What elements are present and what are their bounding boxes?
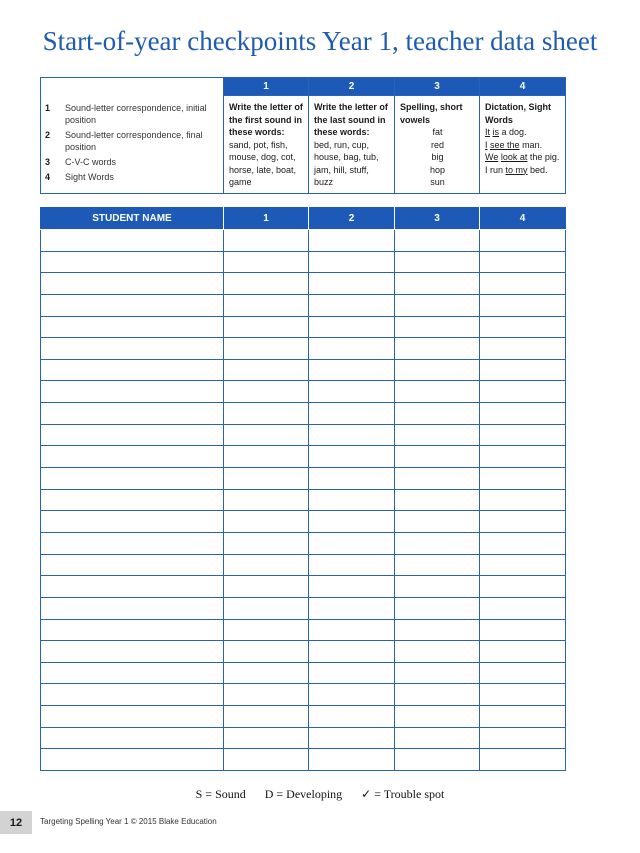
sight-word: I xyxy=(485,139,488,150)
key-developing: D = Developing xyxy=(264,787,343,801)
checkpoint-4-result-cell[interactable] xyxy=(480,446,566,468)
checkpoint-3-result-cell[interactable] xyxy=(395,489,480,511)
checkpoint-2-result-cell[interactable] xyxy=(309,403,395,425)
checkpoint-1-result-cell[interactable] xyxy=(224,727,309,749)
checkpoint-4-result-cell[interactable] xyxy=(480,749,566,771)
student-row xyxy=(41,749,566,771)
legend-text: Sound-letter correspondence, final position xyxy=(65,129,203,152)
checkpoint-1-result-cell[interactable] xyxy=(224,662,309,684)
spelling-word: hop xyxy=(429,164,446,175)
checkpoint-4-result-cell[interactable] xyxy=(480,316,566,338)
spelling-word: fat xyxy=(432,127,443,137)
checkpoint-2-result-cell[interactable] xyxy=(309,641,395,663)
checkpoint-2-result-cell[interactable] xyxy=(309,597,395,619)
checkpoint-4-result-cell[interactable] xyxy=(480,597,566,619)
student-row xyxy=(41,424,566,446)
checkpoint-2-result-cell[interactable] xyxy=(309,316,395,338)
student-name-cell[interactable] xyxy=(41,424,224,446)
checkpoint-2-result-cell[interactable] xyxy=(309,511,395,533)
checkpoint-1-result-cell[interactable] xyxy=(224,597,309,619)
dictation-sentence xyxy=(485,126,561,139)
student-row xyxy=(41,597,566,619)
checkpoint-4-result-cell[interactable] xyxy=(480,554,566,576)
checkpoint-4-result-cell[interactable] xyxy=(480,251,566,273)
checkpoint-3-result-cell[interactable] xyxy=(395,706,480,728)
legend-number: 3 xyxy=(45,156,51,167)
checkpoint-4-result-cell[interactable] xyxy=(480,619,566,641)
sentence-text: I run xyxy=(485,164,506,175)
checkpoint-2-result-cell[interactable] xyxy=(309,251,395,273)
student-name-cell[interactable] xyxy=(41,294,224,316)
checkpoint-1-words: sand, pot, fish, mouse, dog, cot, horse, late, boat, game xyxy=(229,139,297,187)
checkpoint-4-result-cell[interactable] xyxy=(480,532,566,554)
checkpoint-key-table xyxy=(40,77,566,194)
student-row xyxy=(41,273,566,295)
checkpoint-1-heading: Write the letter of the first sound in these words: xyxy=(229,102,303,137)
checkpoint-2-result-cell[interactable] xyxy=(309,727,395,749)
checkpoint-4-result-cell[interactable] xyxy=(480,230,566,252)
footer-credit: Targeting Spelling Year 1 © 2015 Blake Education xyxy=(40,817,217,826)
checkpoint-3-result-cell[interactable] xyxy=(395,511,480,533)
student-row xyxy=(41,727,566,749)
key-sound: S = Sound xyxy=(195,787,246,801)
legend-item xyxy=(45,102,223,126)
legend-item xyxy=(45,171,223,183)
student-row xyxy=(41,706,566,728)
checkpoint-3-result-cell[interactable] xyxy=(395,230,480,252)
data-col-header-2: 2 xyxy=(309,208,395,230)
student-name-cell[interactable] xyxy=(41,619,224,641)
student-row xyxy=(41,294,566,316)
dictation-sentence xyxy=(485,139,561,152)
student-name-cell[interactable] xyxy=(41,316,224,338)
checkpoint-4-result-cell[interactable] xyxy=(480,338,566,360)
student-name-cell[interactable] xyxy=(41,727,224,749)
checkpoint-2-cell xyxy=(309,96,395,194)
checkpoint-4-result-cell[interactable] xyxy=(480,403,566,425)
sentence-text: a dog. xyxy=(499,127,527,137)
checkpoint-3-result-cell[interactable] xyxy=(395,641,480,663)
checkpoint-2-heading: Write the letter of the last sound in these words: xyxy=(314,102,388,137)
checkpoint-3-result-cell[interactable] xyxy=(395,424,480,446)
checkpoint-2-result-cell[interactable] xyxy=(309,359,395,381)
student-name-cell[interactable] xyxy=(41,511,224,533)
checkpoint-4-result-cell[interactable] xyxy=(480,727,566,749)
student-name-cell[interactable] xyxy=(41,684,224,706)
student-row xyxy=(41,684,566,706)
student-name-cell[interactable] xyxy=(41,706,224,728)
checkpoint-4-result-cell[interactable] xyxy=(480,294,566,316)
checkpoint-3-result-cell[interactable] xyxy=(395,554,480,576)
checkpoint-3-result-cell[interactable] xyxy=(395,468,480,490)
key-trouble-spot: ✓ = Trouble spot xyxy=(361,787,445,801)
student-row xyxy=(41,359,566,381)
sight-word: is xyxy=(492,127,500,137)
legend-number: 2 xyxy=(45,129,51,140)
checkpoint-2-result-cell[interactable] xyxy=(309,554,395,576)
student-row xyxy=(41,338,566,360)
checkpoint-4-result-cell[interactable] xyxy=(480,468,566,490)
sight-word: see the xyxy=(490,139,520,150)
checkpoint-4-result-cell[interactable] xyxy=(480,511,566,533)
checkpoint-2-result-cell[interactable] xyxy=(309,532,395,554)
checkpoint-3-result-cell[interactable] xyxy=(395,381,480,403)
dictation-sentence xyxy=(485,164,561,177)
data-col-header-3: 3 xyxy=(395,208,480,230)
key-col-header-4: 4 xyxy=(480,78,566,96)
checkpoint-2-result-cell[interactable] xyxy=(309,230,395,252)
checkpoint-1-result-cell[interactable] xyxy=(224,532,309,554)
spelling-word: sun xyxy=(430,177,445,187)
spelling-word: red xyxy=(430,139,444,150)
sight-word: to my xyxy=(505,164,528,175)
checkpoint-4-result-cell[interactable] xyxy=(480,662,566,684)
student-row xyxy=(41,403,566,425)
student-name-header: STUDENT NAME xyxy=(41,208,224,230)
checkpoint-1-result-cell[interactable] xyxy=(224,273,309,295)
checkpoint-1-cell xyxy=(224,96,309,194)
data-col-header-1: 1 xyxy=(224,208,309,230)
checkpoint-1-result-cell[interactable] xyxy=(224,251,309,273)
checkpoint-4-result-cell[interactable] xyxy=(480,381,566,403)
checkpoint-3-result-cell[interactable] xyxy=(395,316,480,338)
checkpoint-3-result-cell[interactable] xyxy=(395,662,480,684)
checkpoint-3-result-cell[interactable] xyxy=(395,446,480,468)
checkpoint-3-result-cell[interactable] xyxy=(395,684,480,706)
checkpoint-2-result-cell[interactable] xyxy=(309,446,395,468)
student-name-cell[interactable] xyxy=(41,468,224,490)
checkpoint-4-result-cell[interactable] xyxy=(480,489,566,511)
student-row xyxy=(41,230,566,252)
student-row xyxy=(41,641,566,663)
checkpoint-3-result-cell[interactable] xyxy=(395,251,480,273)
checkpoint-4-result-cell[interactable] xyxy=(480,359,566,381)
checkpoint-2-result-cell[interactable] xyxy=(309,468,395,490)
student-row xyxy=(41,446,566,468)
checkpoint-1-result-cell[interactable] xyxy=(224,316,309,338)
checkpoint-3-word-list xyxy=(400,126,475,189)
checkpoint-4-result-cell[interactable] xyxy=(480,684,566,706)
checkpoint-1-result-cell[interactable] xyxy=(224,468,309,490)
key-table-blank-header xyxy=(41,78,224,96)
checkpoint-1-result-cell[interactable] xyxy=(224,381,309,403)
student-name-cell[interactable] xyxy=(41,597,224,619)
student-row xyxy=(41,532,566,554)
checkpoint-3-heading: Spelling, short vowels xyxy=(400,102,463,125)
checkpoint-4-result-cell[interactable] xyxy=(480,273,566,295)
sentence-text: bed. xyxy=(527,164,548,175)
checkpoint-1-result-cell[interactable] xyxy=(224,749,309,771)
checkpoint-1-result-cell[interactable] xyxy=(224,424,309,446)
student-row xyxy=(41,619,566,641)
checkpoint-1-result-cell[interactable] xyxy=(224,511,309,533)
checkpoint-1-result-cell[interactable] xyxy=(224,446,309,468)
checkpoint-2-result-cell[interactable] xyxy=(309,338,395,360)
sentence-text: the pig. xyxy=(527,152,560,162)
student-rows xyxy=(41,230,566,771)
checkpoint-2-result-cell[interactable] xyxy=(309,489,395,511)
checkpoint-legend xyxy=(41,96,224,194)
spelling-word: big xyxy=(431,152,444,162)
checkpoint-2-result-cell[interactable] xyxy=(309,424,395,446)
sight-word: We xyxy=(485,152,499,162)
checkpoint-3-result-cell[interactable] xyxy=(395,727,480,749)
checkpoint-3-result-cell[interactable] xyxy=(395,338,480,360)
checkpoint-2-result-cell[interactable] xyxy=(309,749,395,771)
student-name-cell[interactable] xyxy=(41,662,224,684)
checkpoint-3-result-cell[interactable] xyxy=(395,619,480,641)
checkpoint-3-result-cell[interactable] xyxy=(395,359,480,381)
checkpoint-1-result-cell[interactable] xyxy=(224,230,309,252)
page-number: 12 xyxy=(0,811,32,834)
student-name-cell[interactable] xyxy=(41,338,224,360)
checkpoint-2-words: bed, run, cup, house, bag, tub, jam, hill, stuff, buzz xyxy=(314,139,379,187)
student-name-cell[interactable] xyxy=(41,749,224,771)
checkpoint-1-result-cell[interactable] xyxy=(224,684,309,706)
student-row xyxy=(41,468,566,490)
checkpoint-2-result-cell[interactable] xyxy=(309,662,395,684)
checkpoint-2-result-cell[interactable] xyxy=(309,619,395,641)
checkpoint-2-result-cell[interactable] xyxy=(309,706,395,728)
checkpoint-1-result-cell[interactable] xyxy=(224,489,309,511)
student-row xyxy=(41,381,566,403)
checkpoint-3-cell xyxy=(395,96,480,194)
page-title: Start-of-year checkpoints Year 1, teacher data sheet xyxy=(42,26,598,56)
checkpoint-4-heading: Dictation, Sight Words xyxy=(485,102,551,125)
student-data-table xyxy=(40,207,566,771)
legend-item xyxy=(45,129,223,153)
checkpoint-2-result-cell[interactable] xyxy=(309,684,395,706)
checkpoint-3-result-cell[interactable] xyxy=(395,273,480,295)
checkpoint-3-result-cell[interactable] xyxy=(395,597,480,619)
checkpoint-1-result-cell[interactable] xyxy=(224,619,309,641)
checkpoint-4-result-cell[interactable] xyxy=(480,424,566,446)
checkpoint-4-result-cell[interactable] xyxy=(480,576,566,598)
student-name-cell[interactable] xyxy=(41,251,224,273)
data-col-header-4: 4 xyxy=(480,208,566,230)
legend-text: C-V-C words xyxy=(65,156,117,167)
student-row xyxy=(41,316,566,338)
legend-item xyxy=(45,156,223,168)
checkpoint-3-result-cell[interactable] xyxy=(395,403,480,425)
student-name-cell[interactable] xyxy=(41,554,224,576)
checkpoint-4-cell xyxy=(480,96,566,194)
checkpoint-1-result-cell[interactable] xyxy=(224,706,309,728)
sight-word: It xyxy=(485,127,491,137)
legend-number: 4 xyxy=(45,171,51,182)
student-name-cell[interactable] xyxy=(41,641,224,663)
checkpoint-2-result-cell[interactable] xyxy=(309,381,395,403)
student-name-cell[interactable] xyxy=(41,359,224,381)
dictation-sentence xyxy=(485,151,561,164)
checkpoint-2-result-cell[interactable] xyxy=(309,273,395,295)
checkpoint-2-result-cell[interactable] xyxy=(309,576,395,598)
checkpoint-1-result-cell[interactable] xyxy=(224,294,309,316)
legend-text: Sound-letter correspondence, initial position xyxy=(65,102,207,125)
checkpoint-1-result-cell[interactable] xyxy=(224,359,309,381)
key-col-header-1: 1 xyxy=(224,78,309,96)
checkpoint-1-result-cell[interactable] xyxy=(224,403,309,425)
checkpoint-4-result-cell[interactable] xyxy=(480,641,566,663)
student-name-cell[interactable] xyxy=(41,446,224,468)
checkpoint-3-result-cell[interactable] xyxy=(395,576,480,598)
checkpoint-1-result-cell[interactable] xyxy=(224,576,309,598)
checkpoint-1-result-cell[interactable] xyxy=(224,641,309,663)
legend-number: 1 xyxy=(45,102,51,113)
student-name-cell[interactable] xyxy=(41,489,224,511)
sentence-text: man. xyxy=(519,139,543,150)
student-name-cell[interactable] xyxy=(41,381,224,403)
checkpoint-3-result-cell[interactable] xyxy=(395,749,480,771)
student-row xyxy=(41,251,566,273)
key-col-header-3: 3 xyxy=(395,78,480,96)
student-name-cell[interactable] xyxy=(41,230,224,252)
sight-word: look at xyxy=(500,152,528,162)
checkpoint-1-result-cell[interactable] xyxy=(224,554,309,576)
student-name-cell[interactable] xyxy=(41,532,224,554)
checkpoint-3-result-cell[interactable] xyxy=(395,532,480,554)
student-name-cell[interactable] xyxy=(41,273,224,295)
key-col-header-2: 2 xyxy=(309,78,395,96)
mark-key xyxy=(0,787,640,802)
student-row xyxy=(41,662,566,684)
checkpoint-4-result-cell[interactable] xyxy=(480,706,566,728)
checkpoint-1-result-cell[interactable] xyxy=(224,338,309,360)
student-row xyxy=(41,554,566,576)
student-row xyxy=(41,576,566,598)
checkpoint-2-result-cell[interactable] xyxy=(309,294,395,316)
student-name-cell[interactable] xyxy=(41,576,224,598)
checkpoint-3-result-cell[interactable] xyxy=(395,294,480,316)
student-name-cell[interactable] xyxy=(41,403,224,425)
student-row xyxy=(41,511,566,533)
student-row xyxy=(41,489,566,511)
legend-text: Sight Words xyxy=(65,171,114,182)
